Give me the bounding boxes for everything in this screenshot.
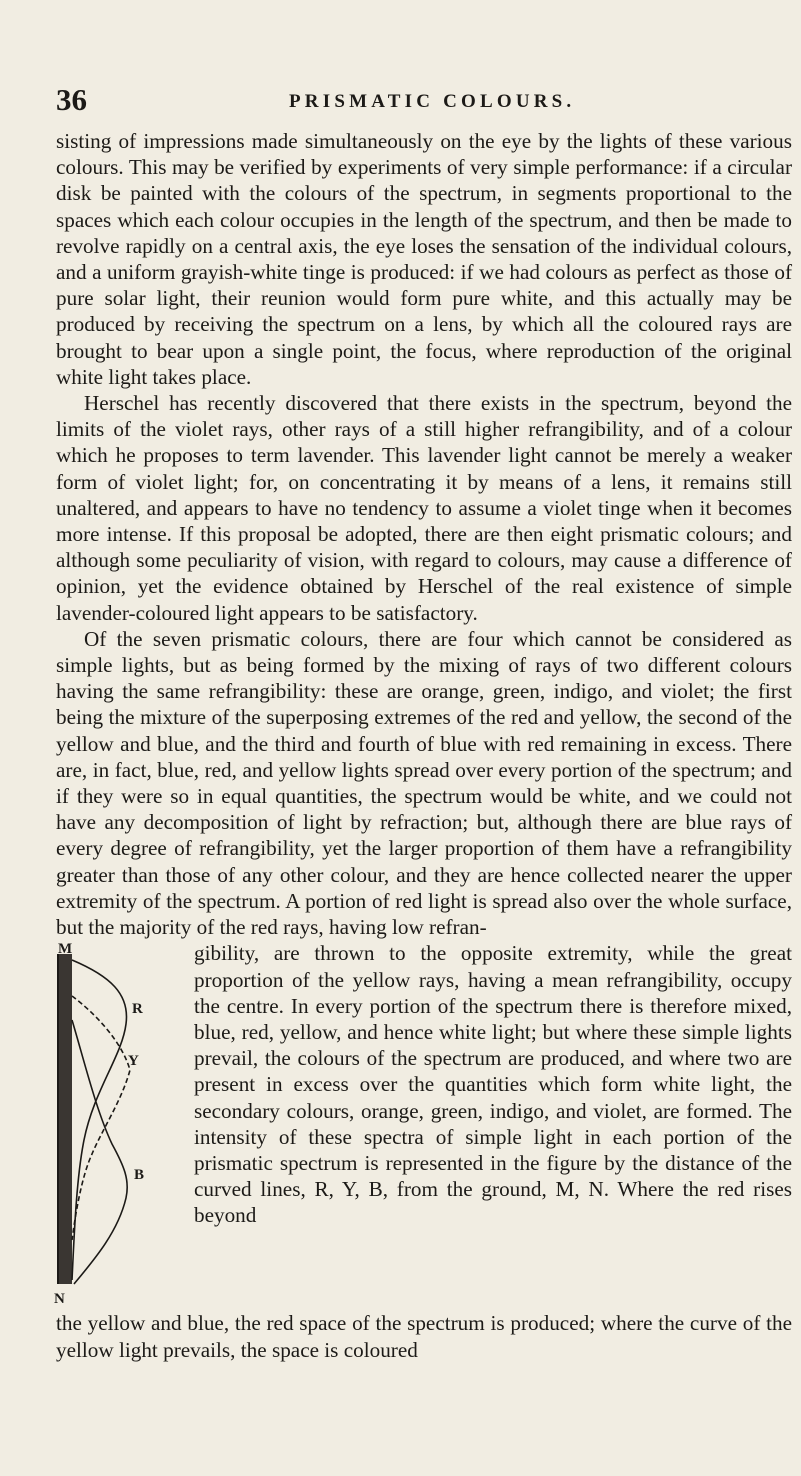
paragraph-2: Herschel has recently discovered that there exists in the spectrum, beyond the limits of the violet rays, other rays of a still higher refrangibility, and of a colour which he proposes to term lavender. This lavender light cannot be merely a weaker form of violet light; for, on concentrating it by means of a lens, it remains still unaltered, and appears to have no tendency to assume a violet tinge when it becomes more intense. If this proposal be adopted, there are then eight prismatic colours; and although some peculiarity of vision, with regard to colours, may cause a difference of opinion, yet the evidence obtained by Herschel of the real existence of simple lavender-coloured light appears to be satisfactory.	[56, 391, 792, 625]
label-r: R	[132, 1001, 143, 1018]
paragraph-tail: the yellow and blue, the red space of the spectrum is produced; where the curve of the yellow light prevails, the space is coloured	[56, 1311, 792, 1362]
red-curve	[72, 960, 127, 1280]
spectrum-curves-svg	[30, 940, 180, 1310]
label-n: N	[54, 1291, 65, 1308]
wrapped-paragraph: gibility, are thrown to the opposite extremity, while the great proportion of the yellow rays, having a mean refrangibility, occupy the centre. In every portion of the spectrum there is therefore mixed, blue, red, yellow, and hence white light; but where these simple lights prevail, the colours of the spectrum are produced, and where two are present in excess over the quantities which form white light, the secondary colours, orange, green, indigo, and violet, are formed. The intensity of these spectra of simple light in each portion of the prismatic spectrum is represented in the figure by the distance of the curved lines, R, Y, B, from the ground, M, N. Where the red rises beyond	[194, 941, 792, 1228]
label-y: Y	[128, 1053, 139, 1070]
blue-curve	[72, 1020, 127, 1284]
label-b: B	[134, 1167, 145, 1184]
running-title: PRISMATIC COLOURS.	[289, 91, 576, 112]
body-text	[56, 128, 792, 1363]
label-m: M	[58, 941, 73, 958]
paragraph-3: Of the seven prismatic colours, there are four which cannot be considered as simple lights, but as being formed by the mixing of rays of two different colours having the same refrangibility: these are orange, green, indigo, and violet; the first being the mixture of the superposing extremes of the red and yellow, the second of the yellow and blue, and the third and fourth of blue with red remaining in excess. There are, in fact, blue, red, and yellow lights spread over every portion of the spectrum; and if they were so in equal quantities, the spectrum would be white, and we could not have any decomposition of light by refraction; but, although there are blue rays of every degree of refrangibility, yet the larger proportion of them have a refrangibility greater than those of any other colour, and they are hence collected nearer the upper extremity of the spectrum. A portion of red light is spread also over the whole surface, but the majority of the red rays, having low refran-	[56, 626, 792, 940]
figure-wrap-block	[54, 940, 792, 1308]
page-header	[56, 82, 791, 118]
spectrum-intensity-figure	[30, 940, 180, 1310]
paragraph-1: sisting of impressions made simultaneously on the eye by the lights of these various colours. This may be verified by experiments of very simple performance: if a circular disk be painted with the colours of the spectrum, in segments proportional to the spaces which each colour occupies in the length of the spectrum, and then be made to revolve rapidly on a central axis, the eye loses the sensation of the individual colours, and a uniform grayish-white tinge is produced: if we had colours as perfect as those of pure solar light, their reunion would form pure white, and this actually may be produced by receiving the spectrum on a lens, by which all the coloured rays are brought to bear upon a single point, the focus, where reproduction of the original white light takes place.	[56, 129, 792, 389]
page-number: 36	[56, 82, 87, 117]
ground-bar	[58, 954, 72, 1284]
